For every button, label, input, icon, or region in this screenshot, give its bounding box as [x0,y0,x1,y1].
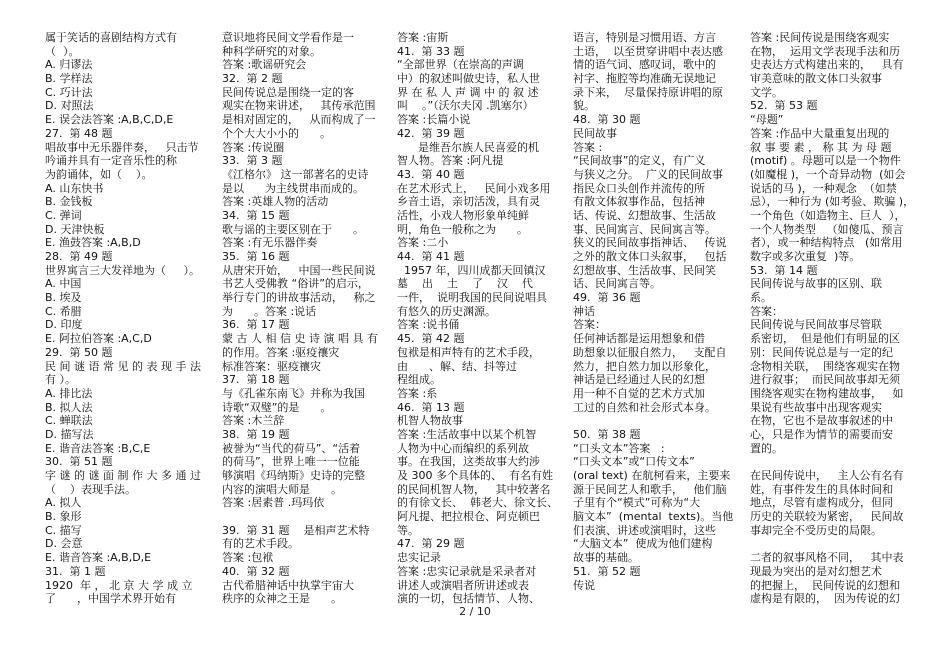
text-line: 个个大大小小的 。 [222,126,331,140]
text-line: 地点，尽管有虚构成分，但同 [750,496,893,510]
text-line: 字 谜 的 谜 面 制 作 大 多 通 过 [45,469,201,482]
text-line: 答案 :有无乐器伴奏 [222,236,318,250]
text-line: 答案 :民间传说是围绕客观实 [750,31,890,44]
text-line: 脑文本” (mental texts)。当他 [573,510,734,524]
text-line: “母题” [750,113,784,127]
text-line: 系。 [750,291,772,305]
text-line: 民间故事 [573,126,617,140]
text-line: D. 印度 [45,318,83,332]
text-line: 答案 :二小 [397,236,449,250]
text-line: 内容的演唱大师是 。 [222,482,342,496]
text-line: “口头文本”答案 : [573,441,665,455]
text-line: 数字或多次重复 )等。 [750,250,861,263]
text-line: 是以 为主线贯串而成的。 [222,181,364,195]
text-line: 52. 第 53 题 [750,99,818,113]
text-line: 的有徐文长、 韩老大、徐文长、 [397,496,558,510]
text-line: C. 描写 [45,523,82,537]
text-line: 指民众口头创作并流传的所 [573,181,705,195]
text-line: 是相对固定的， 从而构成了一 [222,113,376,127]
text-line: 阿凡提、把拉根仓、阿克顿巴 [397,510,540,524]
text-line: 包袱是相声特有的艺术手段， [397,345,540,359]
text-line: B. 学样法 [45,72,93,86]
text-line: “口头文本”或“口传文本” [573,455,695,469]
text-line: 41. 第 33 题 [397,44,465,58]
text-line: 文学。 [750,85,783,99]
text-line: 一个角色（如造物主、巨人 ）， [750,208,906,222]
text-line: 的把握上， 民间传说的幻想和 [750,578,900,592]
text-line: 忌），一种行为 (如考验、欺骗 )， [750,195,915,209]
text-line: 由 、解、结、抖等过 [397,359,517,373]
text-line [222,510,382,524]
text-line: 51. 第 52 题 [573,564,641,578]
text-line: 43. 第 40 题 [397,167,465,181]
text-line: D. 描写法 [45,427,94,441]
text-line: 42. 第 39 题 [397,126,465,140]
text-line: C. 希腊 [45,304,82,318]
text-line: 30. 第 51 题 [45,455,113,469]
text-line: 程组成。 [397,373,441,387]
text-line: B. 象形 [45,510,82,524]
text-line: 围绕客观实在物构建故事， 如 [750,386,904,400]
text-line: 答案 :居素普 .玛玛依 [222,496,325,510]
text-line: 有 ）。 [45,373,76,387]
text-line: 录下来， 尽量保持原讲唱的原 [573,85,723,99]
text-line: 民间传说总是围绕一定的客 [222,85,354,99]
text-line: 答案 :长篇小说 [397,113,471,127]
text-line: 答案 :木兰辞 [222,414,285,428]
text-line: E. 谐音答案 :A,B,D,E [45,551,152,565]
text-line: 说话的马 )，一种观念 （如禁 [750,181,897,195]
text-line: 世界寓言三大发祥地为（ ）。 [45,263,200,277]
text-line: 者），或一种结构特点 (如常用 [750,236,903,250]
text-line: 答案 :说书俑 [397,318,460,332]
text-line: 等。 [397,523,419,537]
text-line: 为 。答案 :说话 [222,304,317,318]
text-line: 38. 第 19 题 [222,427,290,441]
text-line: 民间传说与民间故事尽管联 [750,318,882,332]
text-line: 35. 第 16 题 [222,250,290,263]
text-line: 任何神话都是运用想象和借 [573,332,705,346]
text-line: C. 蝉联法 [45,414,93,428]
text-line: 答案 :宙斯 [397,31,449,44]
text-line: 心，只是作为情节的需要而安 [750,427,893,441]
text-line: 是维吾尔族人民喜爱的机 [397,140,539,154]
text-line: D. 会意 [45,537,83,551]
text-line: 姓，有事件发生的具体时间和 [750,482,893,496]
text-line: 子里有个“模式”可称为“大 [573,496,701,510]
text-line: 诗歌“双璧”的是 。 [222,400,332,414]
text-line: 神话是已经通过人民的幻想 [573,373,705,387]
text-line: E. 渔鼓答案 :A,B,D [45,236,141,250]
text-line: 唱故事中无乐器伴奏， 只击节 [45,140,199,154]
text-line [573,414,733,428]
text-line: 34. 第 15 题 [222,208,290,222]
text-line: 观实在物来讲述， 其传承范围 [222,99,376,113]
text-line: 事。在我国，这类故事大约涉 [397,455,540,469]
text-line: 活性，小戏人物形象单纯鲜 [397,208,529,222]
text-line: 37. 第 18 题 [222,373,290,387]
text-line: 历史的关联较为紧密， 民间故 [750,510,904,524]
text-line: A. 拟人 [45,496,82,510]
text-line: 答案 :包袱 [222,551,274,565]
text-line: 在艺术形式上， 民间小戏多用 [397,181,551,195]
text-line: 事、民间寓言、民间寓言等。 [573,222,716,236]
text-column-2 [222,31,382,606]
text-line: E. 阿拉伯答案 :A,C,D [45,332,152,346]
text-line: 智人物。答案 :阿凡提 [397,154,504,168]
text-line: 在民间传说中， 主人公有名有 [750,469,904,482]
text-line: “大脑文本” 使成为他们建构 [573,537,713,551]
text-line: 进行叙事； 而民间故事却无须 [750,373,900,387]
text-line: 有悠久的历史渊源。 [397,304,496,318]
page-number: 2 / 10 [459,605,491,618]
text-line: （ ）表现手法。 [45,482,136,496]
text-line: 歌与谣的主要区别在于 。 [222,222,364,236]
text-line: 有的艺术手段。 [222,537,299,551]
text-line: 有散文体叙事作品，包括神 [573,195,705,209]
text-column-1 [45,31,205,606]
text-line: 44. 第 41 题 [397,250,465,263]
text-column-5 [750,31,920,606]
text-column-4 [573,31,733,592]
text-line: 话、传说、幻想故事、生活故 [573,208,716,222]
text-line: 墓 出 土 了 汉 代 [397,277,533,291]
text-line: 答案： [573,318,606,332]
text-line: 在物， 运用文学表现手法和历 [750,44,900,58]
text-line: A. 山东快书 [45,181,104,195]
text-line: 被誉为“当代的荷马”、“活着 [222,441,361,455]
text-line: 答案 :系 [397,386,438,400]
text-line: 秩序的众神之王是 。 [222,592,342,606]
text-line: 的民间机智人物， 其中较著名 [397,482,551,496]
text-line: 古代希腊神话中执掌宇宙大 [222,578,354,592]
text-line: 书艺人受佛教 “俗讲”的启示， [222,277,369,291]
text-line: C. 弹词 [45,208,82,222]
text-line: 们表演、讲述或演唱时，这些 [573,523,716,537]
text-line: 的荷马”，世界上唯一一位能 [222,455,360,469]
text-line: 及 300 多个具体的、 有名有姓 [397,469,553,482]
text-line: 一件， 说明我国的民间说唱具 [397,291,547,305]
text-line: 28. 第 49 题 [45,250,113,263]
text-line: 语言，特别是习惯用语、方言 [573,31,716,44]
text-line: 从唐宋开始， 中国一些民间说 [222,263,376,277]
text-line: 与狭义之分。 广义的民间故事 [573,167,723,181]
text-line: 45. 第 42 题 [397,332,465,346]
text-line: 50. 第 38 题 [573,427,641,441]
text-line: 工过的自然和社会形式本身。 [573,400,716,414]
text-line: 答案： [750,304,783,318]
text-line: A. 排比法 [45,386,93,400]
text-line: 置的。 [750,441,783,455]
text-line: 话、民间寓言等。 [573,277,661,291]
text-line: 答案 : [573,140,603,154]
text-line: 40. 第 32 题 [222,564,290,578]
text-line: 29. 第 50 题 [45,345,113,359]
text-line [750,537,920,551]
text-line: D. 对照法 [45,99,94,113]
text-line: 界 在 私 人 声 调 中 的 叙 述 [397,85,539,99]
text-line: (oral text) 在航柯看来，主要来 [573,469,731,482]
text-line: 《江格尔》 这一部著名的史诗 [222,167,369,181]
text-line: 属于笑话的喜剧结构方式有 [45,31,177,44]
text-line: 机智人物故事 [397,414,463,428]
text-line: 一个人物类型 （如傻瓜、预言 [750,222,904,236]
text-line: 土语， 以至贯穿讲唱中表达感 [573,44,723,58]
text-line: 叫 。”（沃尔夫冈 .凯塞尔） [397,99,534,113]
text-line: 46. 第 13 题 [397,400,465,414]
text-line: 忠实记录 [397,551,441,565]
text-line: 1957 年，四川成都天回镇汉 [397,263,546,277]
text-line: E. 误会法答案 :A,B,C,D,E [45,113,174,127]
text-line: 乡音土语，亲切活泼，具有灵 [397,195,540,209]
text-line: 果说有些故事中出现客观实 [750,400,882,414]
text-line: 二者的叙事风格不同， 其中表 [750,551,904,565]
text-line: “民间故事”的定义，有广义 [573,154,706,168]
text-line: 48. 第 30 题 [573,113,641,127]
text-line: D. 天津快板 [45,222,105,236]
text-line: (如魔棍 )，一个奇异动物 (如会 [750,167,906,181]
text-line: C. 巧计法 [45,85,93,99]
text-line: “全部世界（在崇高的声调 [397,58,524,72]
text-line: 标准答案：驱疫禳灾 [222,359,321,373]
text-line: B. 拟人法 [45,400,93,414]
text-line [750,455,920,469]
text-column-3 [397,31,557,606]
text-line: 47. 第 29 题 [397,537,465,551]
text-line: （ ）。 [45,44,80,58]
text-line: B. 金钱板 [45,195,93,209]
text-line: B. 埃及 [45,291,82,305]
text-line: 答案 :英雄人物的活动 [222,195,329,209]
text-line: 事却完全不受历史的局限。 [750,523,882,537]
text-line: A. 归谬法 [45,58,93,72]
text-line: 神话 [573,304,595,318]
text-line: 讲述人或演唱者所讲述或表 [397,578,529,592]
text-line: 叙 事 要 素 ， 称 其 为 母 题 [750,140,892,154]
text-line: 答案 :忠实记录就是采录者对 [397,564,537,578]
text-line: 现最为突出的是对幻想艺术 [750,564,882,578]
text-line: 意识地将民间文学看作是一 [222,31,354,44]
text-line: 史表达方式构建出来的， 具有 [750,58,904,72]
text-line: 与《孔雀东南飞》并称为我国 [222,386,365,400]
text-line: 蒙 古 人 相 信 史 诗 演 唱 具 有 [222,332,378,346]
text-line: 源于民间艺人和歌手， 他们脑 [573,482,727,496]
text-line: 人物为中心而编织的系列故 [397,441,529,455]
text-line: 32. 第 2 题 [222,72,283,86]
text-line: 1920 年 ， 北 京 大 学 成 立 [45,578,193,592]
text-line: 幻想故事、生活故事、民间笑 [573,263,716,277]
text-line: 之外的散文体口头叙事， 包括 [573,250,727,263]
text-line: 够演唱《玛纳斯》史诗的完整 [222,469,365,482]
text-line: 53. 第 14 题 [750,263,818,277]
text-line: 49. 第 36 题 [573,291,641,305]
text-line: 了 ，中国学术界开始有 [45,592,176,606]
text-line: (motif) 。母题可以是一个物件 [750,154,901,168]
text-line: 答案 :作品中大量重复出现的 [750,126,890,140]
text-line: 的作用。答案 :驱疫禳灾 [222,345,340,359]
text-line: 民 间 谜 语 常 见 的 表 现 手 法 [45,359,201,373]
text-line: 36. 第 17 题 [222,318,290,332]
text-line: 答案 :歌谣研究会 [222,58,307,72]
text-line: 念物相关联， 围绕客观实在物 [750,359,900,373]
text-line: 别：民间传说总是与一定的纪 [750,345,893,359]
text-line: 然力，把自然力加以形象化， [573,359,716,373]
text-line: 衬字、拖腔等均准确无误地记 [573,72,716,86]
text-line: 27. 第 48 题 [45,126,113,140]
text-line: 33. 第 3 题 [222,154,283,168]
text-line: 虚构是有限的， 因为传说的幻 [750,592,900,606]
text-line: A. 中国 [45,277,82,291]
text-line: 在物，它也不是故事叙述的中 [750,414,893,428]
text-line: 31. 第 1 题 [45,564,106,578]
text-line: 吟诵并具有一定音乐性的称 [45,154,177,168]
text-line: 故事的基础。 [573,551,639,565]
text-line: 答案 :传说圈 [222,140,285,154]
text-line: 狭义的民间故事指神话、 传说 [573,236,727,250]
text-line: 助想象以征服自然力， 支配自 [573,345,727,359]
text-line: 明，角色一般称之为 。 [397,222,528,236]
text-line: 答案 :生活故事中以某个机智 [397,427,537,441]
text-line: 39. 第 31 题 是相声艺术特 [222,523,370,537]
text-line: 情的语气词、感叹词，歌中的 [573,58,716,72]
text-line: 为韵诵体，如（ ）。 [45,167,153,181]
text-line: 传说 [573,578,595,592]
text-line: 用一种不自觉的艺术方式加 [573,386,705,400]
text-line: 民间传说与故事的区别、联 [750,277,882,291]
text-line: 审美意味的散文体口头叙事 [750,72,882,86]
text-line: 系密切， 但是他们有明显的区 [750,332,900,346]
text-line: 演的一切，包括情节、人物、 [397,592,540,606]
text-line: 举行专门的讲故事活动， 称之 [222,291,376,305]
text-line: 貌。 [573,99,595,113]
text-line: 中）的叙述叫做史诗，私人世 [397,72,540,86]
text-line: E. 谐音法答案 :B,C,E [45,441,151,455]
text-line: 种科学研究的对象。 [222,44,321,58]
